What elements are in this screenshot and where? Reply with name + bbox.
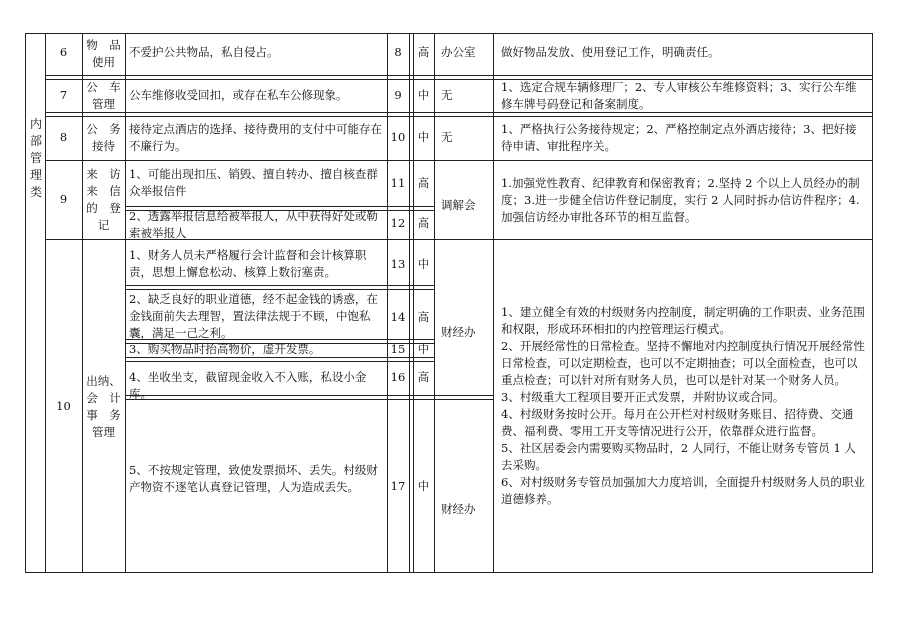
- risk-description: 接待定点酒店的选择、接待费用的支付中可能存在不廉行为。: [129, 122, 382, 153]
- control-measure: 2、开展经常性的日常检查。坚持不懈地对内控制度执行情况开展经常性日常检查，可以定期检查，也可以不定期抽查；可以全面检查，也可以重点检查；可以针对所有财务人员，也可以是针对某一个财务人员。: [501, 339, 865, 387]
- item-name-line: 接待: [92, 139, 115, 153]
- category-label: 内部管理类: [29, 117, 42, 199]
- item-name-line: 来 信: [86, 184, 121, 198]
- row-number: 10: [56, 399, 71, 413]
- row-number: 8: [59, 130, 68, 144]
- item-name-line: 公 务: [86, 122, 121, 136]
- grid-line: [125, 285, 434, 286]
- grid-line: [125, 206, 434, 207]
- risk-level: 高: [417, 45, 430, 59]
- risk-description: 2、缺乏良好的职业道德，经不起金钱的诱惑，在金钱面前失去理智，置法律法规于不顾，中饱私囊，满足一己之利。: [129, 292, 378, 340]
- grid-line: [45, 160, 872, 161]
- risk-code: 8: [394, 45, 402, 59]
- grid-line: [125, 361, 434, 362]
- control-measure: 1、选定合规车辆修理厂；2、专人审核公车维修资料；3、实行公车维修车牌号码登记和备案制度。: [501, 80, 857, 111]
- risk-code: 9: [394, 88, 402, 102]
- grid-line: [45, 75, 872, 76]
- risk-level: 高: [417, 176, 430, 190]
- responsible-dept: 调解会: [441, 198, 476, 212]
- grid-line: [434, 34, 435, 572]
- responsible-dept: 财经办: [441, 502, 476, 516]
- item-name-line: 的 登: [86, 201, 121, 215]
- item-name-line: 公 车: [86, 80, 121, 94]
- control-measure: 6、对村级财务专管员加强加大力度培训，全面提升村级财务人员的职业道德修养。: [501, 475, 865, 506]
- risk-level: 高: [417, 310, 430, 324]
- grid-line: [125, 34, 126, 572]
- item-name-line: 物 品: [86, 38, 121, 52]
- item-name-line: 会 计: [86, 391, 121, 405]
- risk-level: 中: [417, 479, 430, 493]
- risk-level: 中: [417, 342, 430, 356]
- risk-description: 1、可能出现扣压、销毁、擅自转办、擅自核查群众举报信件: [129, 167, 378, 198]
- row-number: 9: [59, 192, 68, 206]
- item-name-line: 记: [97, 218, 110, 232]
- grid-line: [409, 34, 410, 572]
- risk-code: 10: [390, 130, 406, 144]
- risk-description: 2、透露举报信息给被举报人，从中获得好处或勒索被举报人: [129, 209, 378, 240]
- item-name-line: 使用: [92, 55, 115, 69]
- item-name-line: 来 访: [86, 167, 121, 181]
- control-measure: 1、建立健全有效的村级财务内控制度，制定明确的工作职责、业务范围和权限，形成环环相扣的内控管理运行模式。: [501, 305, 865, 336]
- item-name-line: 管理: [92, 97, 115, 111]
- item-name-line: 出纳、: [86, 374, 121, 388]
- item-name-line: 事 务: [86, 408, 121, 422]
- risk-description: 5、不按规定管理，致使发票损坏、丢失。村级财产物资不逐笔认真登记管理，人为造成丢失。: [129, 463, 378, 494]
- risk-code: 15: [390, 342, 406, 356]
- risk-table: [25, 33, 873, 573]
- risk-description: 3、购买物品时抬高物价，虚开发票。: [129, 342, 321, 356]
- risk-description: 公车维修收受回扣，或存在私车公修现象。: [129, 88, 348, 102]
- risk-description: 1、财务人员未严格履行会计监督和会计核算职责，思想上懈怠松动、核算上数衍塞责。: [129, 248, 367, 279]
- row-number: 7: [59, 88, 68, 102]
- risk-code: 12: [390, 216, 406, 230]
- risk-level: 高: [417, 370, 430, 384]
- control-measure: 1、严格执行公务接待规定；2、严格控制定点外酒店接待；3、把好接待申请、审批程序关。: [501, 122, 857, 153]
- risk-code: 16: [390, 370, 406, 384]
- responsible-dept: 财经办: [441, 325, 476, 339]
- risk-code: 11: [390, 176, 406, 190]
- responsible-dept: 办公室: [441, 45, 476, 59]
- control-measure: 5、社区居委会内需要购买物品时，2 人同行，不能让财务专管员 1 人去采购。: [501, 441, 856, 472]
- grid-line: [493, 34, 494, 572]
- item-name-line: 管理: [92, 425, 115, 439]
- grid-line: [82, 34, 83, 572]
- grid-line: [45, 34, 46, 572]
- risk-level: 中: [417, 257, 430, 271]
- risk-level: 中: [417, 88, 430, 102]
- risk-description: 不爱护公共物品，私自侵占。: [129, 45, 279, 59]
- responsible-dept: 无: [441, 88, 453, 102]
- control-measure: 1.加强党性教育、纪律教育和保密教育；2.坚持 2 个以上人员经办的制度；3.进一步健全信访件登记制度，实行 2 人同时拆办信访件程序；4.加强信访经办审批各环节的相互监督。: [501, 176, 860, 224]
- grid-line: [125, 289, 434, 290]
- responsible-dept: 无: [441, 130, 453, 144]
- risk-code: 14: [390, 310, 406, 324]
- risk-level: 中: [417, 130, 430, 144]
- row-number: 6: [59, 45, 68, 59]
- risk-level: 高: [417, 216, 430, 230]
- control-measure: 做好物品发放、使用登记工作，明确责任。: [501, 45, 720, 59]
- control-measure: 3、村级重大工程项目要开正式发票，并附协议或合同。: [501, 390, 785, 404]
- risk-description: 4、坐收坐支，截留现金收入不入账，私设小金库。: [129, 370, 367, 401]
- risk-code: 13: [390, 257, 406, 271]
- control-measure: 4、村级财务按时公开。每月在公开栏对村级财务账目、招待费、交通费、福利费、零用工开支等情况进行公开，依靠群众进行监督。: [501, 407, 854, 438]
- control-measure-list: [501, 304, 866, 508]
- risk-code: 17: [390, 479, 406, 493]
- grid-line: [45, 116, 872, 117]
